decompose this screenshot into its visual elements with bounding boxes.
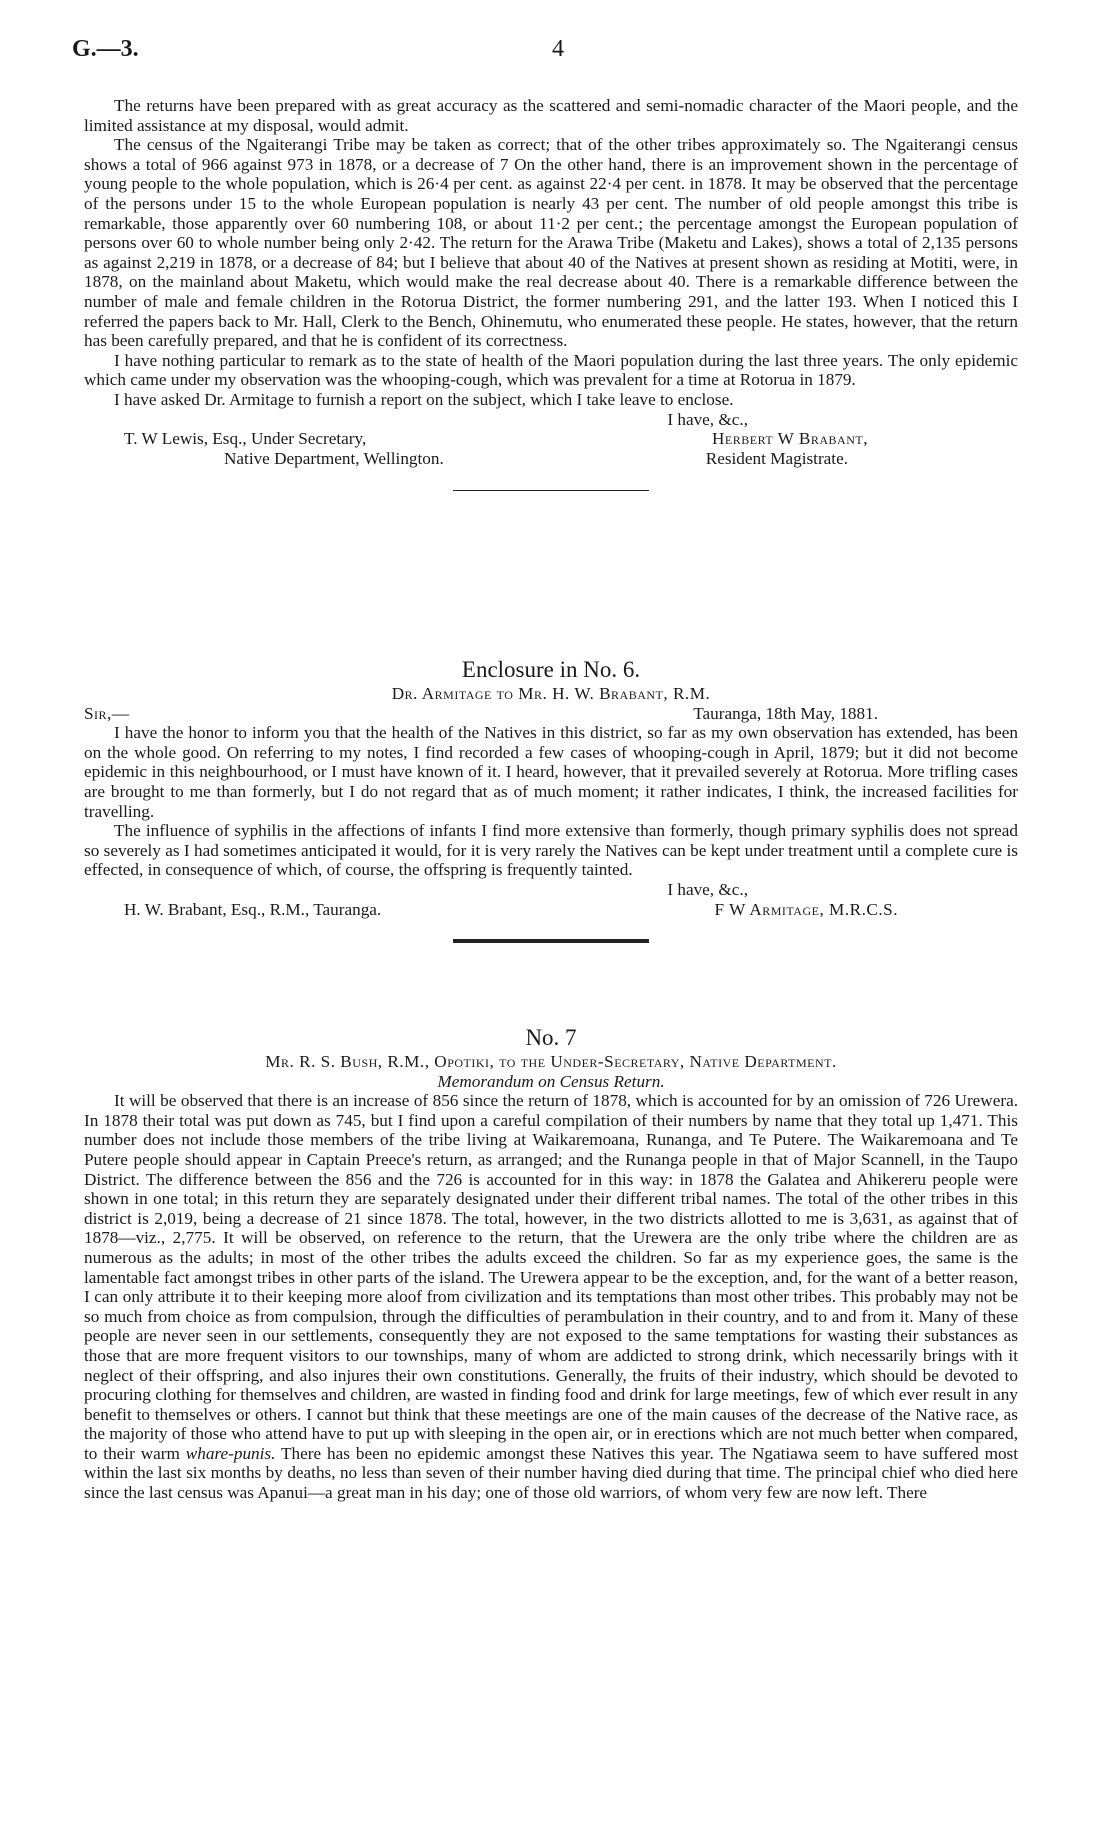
paragraph: I have asked Dr. Armitage to furnish a report on the subject, which I take leave to enclose. bbox=[114, 389, 734, 409]
addressee: H. W. Brabant, Esq., R.M., Tauranga. bbox=[124, 899, 382, 919]
paragraph-text-end: There has been no epidemic amongst these Natives this year. The Ngatiawa seem to have suffered most within the last six months by deaths, no less than seven of their number having died during that time. The principal chief who died here since the last census was Apanui—a great man in his day; one of those old warriors, of whom very few are now left. There bbox=[84, 1443, 1019, 1503]
memorandum-title: Memorandum on Census Return. bbox=[437, 1071, 665, 1091]
signature-block-line2 bbox=[84, 449, 1018, 469]
enclosure-section bbox=[84, 656, 1018, 943]
signatory-title: Resident Magistrate. bbox=[705, 448, 848, 468]
section-subheading: Mr. R. S. Bush, R.M., Opotiki, to the Under-Secretary, Native Department. bbox=[265, 1052, 837, 1071]
divider bbox=[453, 490, 649, 491]
memorandum-section bbox=[84, 1024, 1018, 1503]
signature-block bbox=[84, 900, 1018, 920]
paragraph: The returns have been prepared with as great accuracy as the scattered and semi-nomadic character of the Maori people, and the limited assistance at my disposal, would admit. bbox=[84, 96, 1018, 135]
closing: I have, &c., bbox=[667, 409, 748, 429]
enclosure-heading: Enclosure in No. 6. bbox=[461, 657, 641, 682]
italic-term: whare-punis. bbox=[185, 1443, 276, 1463]
closing: I have, &c., bbox=[667, 879, 748, 899]
paragraph: I have nothing particular to remark as to the state of health of the Maori population during the last three years. The only epidemic which came under my observation was the whooping-cough, which was prevalent for a time at Rotorua in 1879. bbox=[84, 350, 1018, 390]
paragraph: I have the honor to inform you that the health of the Natives in this district, so far as my own observation has extended, has been on the whole good. On referring to my notes, I find recorded a few cases of whooping-cough in April, 1879; but it did not become epidemic in this neighbourhood, or I must have known of it. I heard, however, that it prevailed severely at Rotorua. More trifling cases are brought to me than formerly, but I do not regard that as of much moment; it rather indicates, I think, the increased facilities for travelling. bbox=[84, 723, 1018, 821]
memorandum-paragraph bbox=[84, 1091, 1018, 1502]
signatory: Herbert W Brabant, bbox=[712, 429, 868, 449]
salutation-line bbox=[84, 704, 1018, 724]
addressee: T. W Lewis, Esq., Under Secretary, bbox=[124, 429, 367, 449]
document-reference: G.—3. bbox=[72, 36, 139, 62]
section-heading: No. 7 bbox=[525, 1025, 577, 1050]
paragraph-text: It will be observed that there is an increase of 856 since the return of 1878, which is accounted for by an omission of 726 Urewera. In 1878 their total was put down as 745, but I find upon a careful compilation of their numbers by name that they total up 1,471. This number does not include those members of the tribe living at Waikaremoana, Runanga, and Te Putere. The Waikaremoana and Te Putere people should appear in Captain Preece's return, as arranged; and the Runanga people in that of Major Scannell, in the Taupo District. The difference between the 856 and the 726 is accounted for in this way: in 1878 the Galatea and Ahikereru people were shown in one total; in this return they are separately designated under their different tribal names. The total of the other tribes in this district is 2,019, being a decrease of 21 since 1878. The total, however, in the two districts allotted to me is 3,631, as against that of 1878—viz., 2,775. It will be observed, on reference to the return, that the Urewera are the only tribe where the children are as numerous as the adults; in most of the other tribes the adults exceed the children. So far as my experience goes, the same is the lamentable fact amongst tribes in other parts of the island. The Urewera appear to be the exception, and, for the want of a better reason, I can only attribute it to their keeping more aloof from civilization and its temptations than most other tribes. This probably may not be so much from choice as from compulsion, through the difficulties of perambulation in their country, and to and from it. Many of these people are never seen in our settlements, consequently they are not exposed to the same temptations for wasting their substances as those that are more frequent visitors to our townships, many of whom are addicted to strong drink, which necessarily brings with it neglect of their offspring, and also injures their own constitutions. Generally, the fruits of their industry, which should be devoted to procuring clothing for themselves and children, are wasted in finding food and drink for large meetings, few of which ever result in any benefit to themselves or others. I cannot but think that these meetings are one of the main causes of the decrease of the Native race, as the majority of those who attend have to put up with sleeping in the open air, or in erections which are not much better when compared, to their warm bbox=[84, 1091, 1018, 1463]
salutation: Sir,— bbox=[84, 703, 130, 723]
paragraph: The census of the Ngaiterangi Tribe may be taken as correct; that of the other tribes approximately so. The Ngaiterangi census shows a total of 966 against 973 in 1878, or a decrease of 7 On the other hand, there is an improvement shown in the percentage of young people to the whole population, which is 26·4 per cent. as against 22·4 per cent. in 1878. It may be observed that the percentage of the persons under 15 to the whole European population is nearly 43 per cent. The number of old people amongst this tribe is remarkable, those apparently over 60 numbering 108, or about 11·2 per cent.; the percentage amongst the European population of persons over 60 to whole number being only 2·42. The return for the Arawa Tribe (Maketu and Lakes), shows a total of 2,135 persons as against 2,219 in 1878, or a decrease of 84; but I believe that about 40 of the Natives at present shown as residing at Motiti, were, in 1878, on the mainland about Maketu, which would make the real decrease about 40. There is a remarkable difference between the number of male and female children in the Rotorua District, the former numbering 291, and the latter 193. When I noticed this I referred the papers back to Mr. Hall, Clerk to the Bench, Ohinemutu, who enumerated these people. He states, however, that the return has been carefully prepared, and that he is confident of its correctness. bbox=[84, 135, 1018, 351]
paragraph: The influence of syphilis in the affections of infants I find more extensive than formerly, though primary syphilis does not spread so severely as I had sometimes anticipated it would, for it is very rarely the Natives can be kept under treatment until a complete cure is effected, in consequence of which, of course, the offspring is frequently tainted. bbox=[84, 821, 1018, 880]
signatory: F W Armitage, M.R.C.S. bbox=[714, 899, 898, 919]
page-number: 4 bbox=[552, 36, 564, 62]
page-header bbox=[72, 36, 1042, 70]
divider bbox=[453, 939, 649, 943]
enclosure-subheading: Dr. Armitage to Mr. H. W. Brabant, R.M. bbox=[391, 684, 711, 703]
addressee-department: Native Department, Wellington. bbox=[224, 448, 444, 468]
signature-block bbox=[84, 429, 1018, 449]
place-date: Tauranga, 18th May, 1881. bbox=[693, 703, 878, 723]
report-section bbox=[84, 96, 1018, 491]
